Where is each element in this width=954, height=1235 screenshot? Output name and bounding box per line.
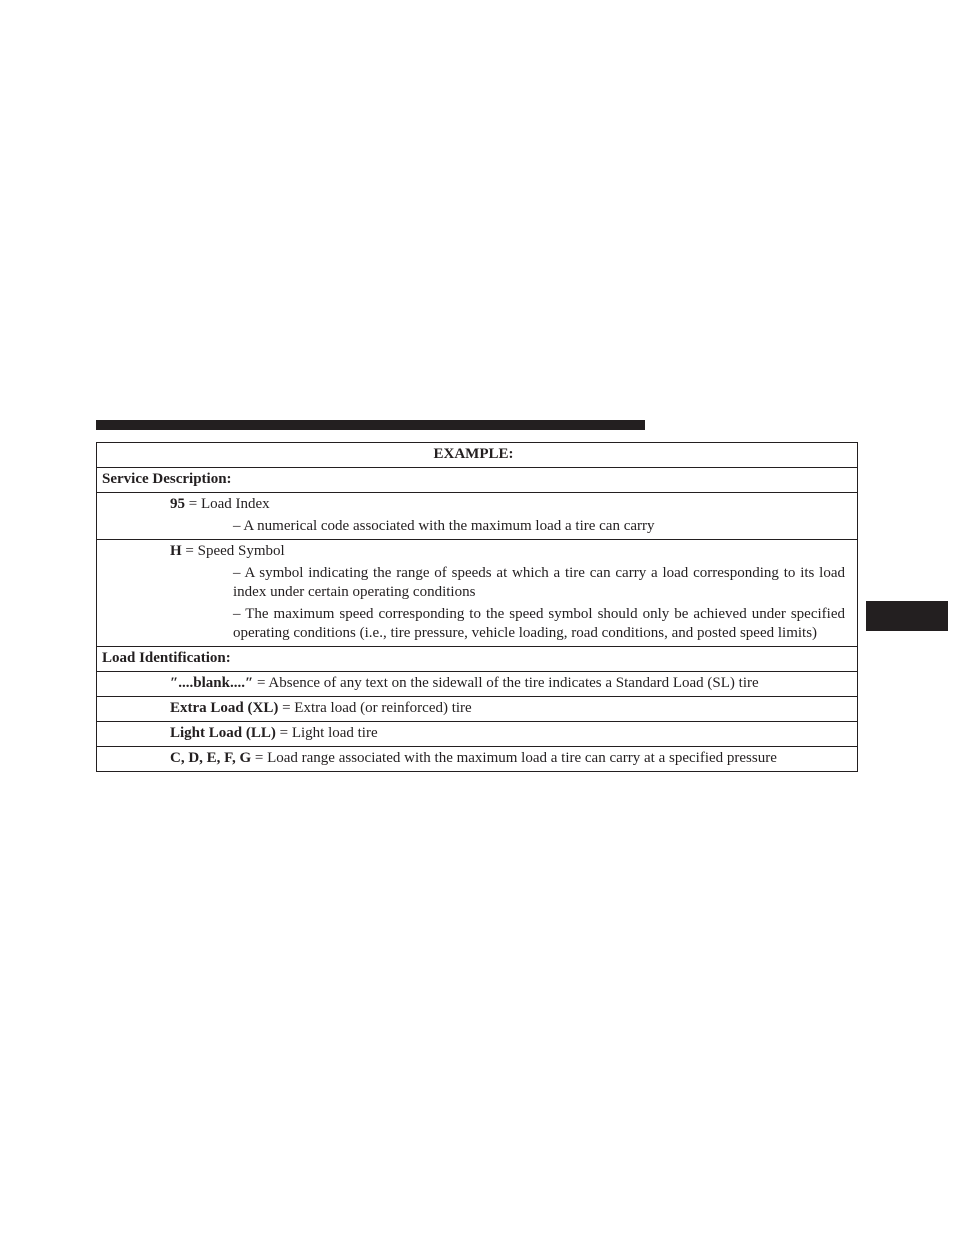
load-identification-label: Load Identification: [97,647,858,672]
load-id-cell [97,722,858,747]
table-row [97,540,858,647]
speed-symbol-code: H [170,543,182,559]
load-index-text: = Load Index [185,496,270,512]
load-index-desc: – A numerical code associated with the maximum load a tire can carry [233,518,655,534]
load-id-cell [97,747,858,772]
table-row [97,672,858,697]
table-row [97,493,858,540]
speed-symbol-desc-1: – A symbol indicating the range of speeds at which a tire can carry a load corresponding to its load index under certain operating conditions [233,565,845,600]
load-id-text: = Light load tire [275,725,378,741]
load-index-code: 95 [170,496,185,512]
speed-symbol-text: = Speed Symbol [181,543,285,559]
table-row [97,468,858,493]
section-header-bar [96,420,645,430]
speed-symbol-desc-2: – The maximum speed corresponding to the speed symbol should only be achieved under specified operating conditions (i.e., tire pressure, vehicle loading, road conditions, and posted speed limits) [233,606,845,641]
load-id-text: = Extra load (or reinforced) tire [278,700,472,716]
table-row [97,747,858,772]
speed-symbol-cell [97,540,858,647]
load-id-cell [97,697,858,722]
table-row [97,647,858,672]
service-description-label: Service Description: [97,468,858,493]
speed-symbol-line [102,542,845,561]
table-header: EXAMPLE: [97,443,858,468]
tire-service-description-table [96,442,858,772]
table-row [97,697,858,722]
load-index-line [102,495,845,514]
load-id-cell [97,672,858,697]
load-id-code: Extra Load (XL) [170,700,279,716]
load-id-text: = Absence of any text on the sidewall of the tire indicates a Standard Load (SL) tire [253,675,759,691]
load-id-code: ″....blank....″ [170,675,254,691]
chapter-tab [866,601,948,631]
load-id-text: = Load range associated with the maximum load a tire can carry at a specified pressure [251,750,777,766]
load-index-cell [97,493,858,540]
table-row [97,443,858,468]
load-id-code: C, D, E, F, G [170,750,252,766]
table-row [97,722,858,747]
load-id-code: Light Load (LL) [170,725,276,741]
